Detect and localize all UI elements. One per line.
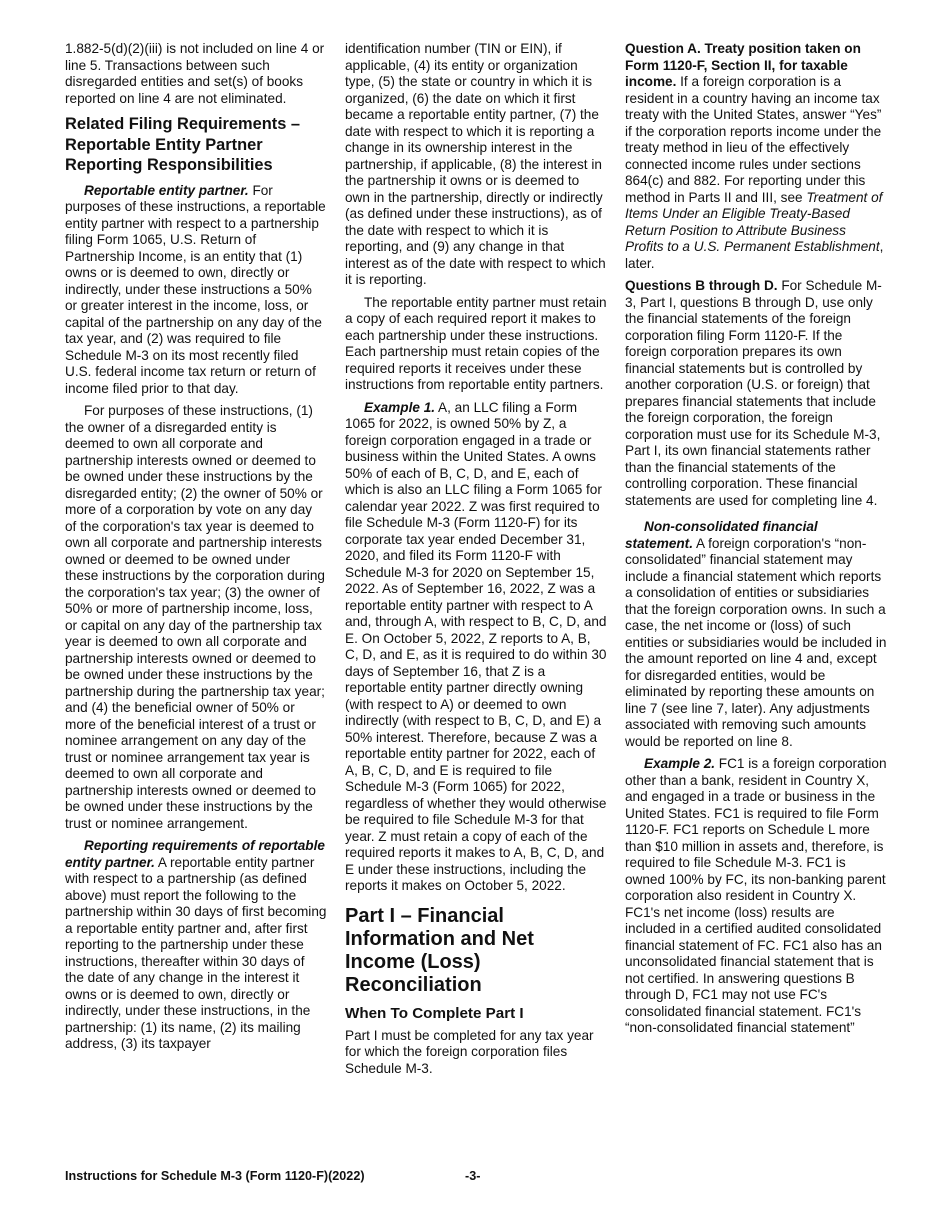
italic-reference: Treatment of Items Under an Eligible Treaty-Based Return Position to Attribute Business Profits to a U.S. Permanent Establishment (625, 189, 883, 254)
column-3 (625, 41, 887, 1043)
paragraph-when-to-complete: Part I must be completed for any tax year for which the foreign corporation files Schedule M-3. (345, 1027, 594, 1076)
run-in-heading: Questions B through D. (625, 278, 778, 293)
run-in-heading: Example 2. (644, 756, 716, 771)
paragraph-continued-list: identification number (TIN or EIN), if applicable, (4) its entity or organization type, (5) the state or country in which it is organized, (6) the date on which it first became a reportable entity partner, (7) the date with respect to which it is reporting a change in its ownership interest in the partnership, if applicable, (8) the interest in the partnership it owns or is deemed to own in the partnership, directly or indirectly (as defined under these instructions), as of the date with respect to which it is reporting, and (9) any change in that interest as of the date with respect to which it is reporting. (345, 41, 606, 287)
paragraph-body: If a foreign corporation is a resident in a country having an income tax treaty with the United States, answer “Yes” if the corporation reports income under the treaty method in lieu of the effectively connected income rules under sections 864(c) and 882. For reporting under this method in Parts II and III, see (625, 74, 882, 205)
paragraph-non-consolidated (625, 519, 887, 750)
column-1 (65, 41, 327, 1059)
paragraph-purposes: For purposes of these instructions, (1) the owner of a disregarded entity is deemed to own all corporate and partnership interests owned or deemed to be owned under these instructions by the disregarded entity; (2) the owner of 50% or more of a corporation by vote on any day of the corporation's tax year is deemed to own all corporate and partnership interests owned or deemed to be owned under these instructions by the corporation during the corporation's tax year; (3) the owner of 50% or more of partnership income, loss, or capital on any day of the partnership tax year is deemed to own all corporate and partnership interests owned or deemed to be owned under these instructions by the partnership during the partnership tax year; and (4) the beneficial owner of 50% or more of the beneficial interest of a trust or nominee arrangement on any day of the trust or nominee arrangement tax year is deemed to own all corporate and partnership interests owned or deemed to be owned under these instructions by the trust or nominee arrangement. (65, 403, 325, 831)
paragraph-line4-line5: 1.882-5(d)(2)(iii) is not included on line 4 or line 5. Transactions between such disregarded entities and set(s) of books reported on line 4 are not eliminated. (65, 41, 325, 106)
paragraph-question-a (625, 41, 887, 272)
heading-when-to-complete: When To Complete Part I (345, 1004, 524, 1022)
paragraph-body-tail: , later. (625, 239, 884, 271)
paragraph-retain-copy: The reportable entity partner must retain a copy of each required report it makes to each partnership under these instructions. Each partnership must retain copies of the required reports it receives under these instructions from reportable entity partners. (345, 294, 607, 392)
run-in-heading: Reporting requirements of reportable entity partner. (65, 838, 325, 870)
paragraph-questions-b-d (625, 278, 887, 509)
paragraph-body: A foreign corporation's “non-consolidated” financial statement may include a financial statement which reports a consolidation of entities or subsidiaries that the foreign corporation owns. In such a case, the net income or (loss) of such entities or subsidiaries would be included in the amount reported on line 4 and, except for disregarded entities, would be eliminated by reporting these amounts on line 7 (see line 7, later). Any adjustments associated with removing such amounts would be reported on line 8. (625, 535, 887, 749)
paragraph-example-2 (625, 756, 887, 1037)
paragraph-body: FC1 is a foreign corporation other than a bank, resident in Country X, and engaged in a trade or business in the United States. FC1 is required to file Form 1120-F. FC1 reports on Schedule L more than $10 million in assets and, therefore, is required to file Schedule M-3. FC1 is owned 100% by FC, its non-banking parent corporation also resident in Country X. FC1's net income (loss) results are included in a certified audited consolidated financial statement of FC. FC1 also has an unconsolidated financial statement that is not certified. In answering questions B through D, FC1 may not use FC's consolidated financial statement. FC1's “non-consolidated financial statement” (625, 756, 887, 1035)
run-in-heading: Reportable entity partner. (84, 182, 249, 198)
paragraph-reportable-entity-partner (65, 183, 327, 398)
run-in-heading: Non-consolidated financial statement. (625, 519, 818, 551)
run-in-heading: Example 1. (364, 399, 436, 415)
paragraph-body: A reportable entity partner with respect to a partnership (as defined above) must report the following to the partnership within 30 days of first becoming a reportable entity partner and, after first reporting to the partnership under these instructions, thereafter within 30 days of the date of any change in the interest it owns or is deemed to own, directly or indirectly, under these instructions, in the partnership: (1) its name, (2) its mailing address, (3) its taxpayer (65, 854, 327, 1051)
run-in-heading: Question A. Treaty position taken on Form 1120-F, Section II, for taxable income. (625, 41, 861, 89)
page-number: -3- (465, 1169, 481, 1183)
heading-related-filing-requirements: Related Filing Requirements – Reportable Entity Partner Reporting Responsibilities (65, 115, 300, 174)
paragraph-reporting-requirements (65, 838, 327, 1053)
column-2 (345, 41, 607, 1083)
paragraph-example-1 (345, 400, 607, 895)
heading-part-1: Part I – Financial Information and Net Income (Loss) Reconciliation (345, 904, 534, 996)
paragraph-body: A, an LLC filing a Form 1065 for 2022, is owned 50% by Z, a foreign corporation engaged in a trade or business within the United States. A owns 50% of each of B, C, D, and E, each of which is also an LLC filing a Form 1065 for calendar year 2022. Z was first required to file Schedule M-3 (Form 1120-F) for its corporate tax year ended December 31, 2020, and filed its Form 1120-F with Schedule M-3 for 2020 on September 15, 2022. As of September 16, 2022, Z was a reportable entity partner with respect to A and, through A, with respect to B, C, D, and E. On October 5, 2022, Z reports to A, B, C, D, and E, as it is required to do within 30 days of September 16, that Z is a reportable entity partner directly owning (with respect to A) or deemed to own indirectly (with respect to B, C, D, and E) a 50% interest. Therefore, because Z was a reportable entity partner for 2022, each of A, B, C, D, and E is required to file Schedule M-3 (Form 1065) for 2022, regardless of whether they would otherwise be required to file Schedule M-3 for that year. Z must retain a copy of each of the required reports it makes to A, B, C, D, and E under these instructions, including the reports it makes on October 5, 2022. (345, 399, 607, 893)
footer-title: Instructions for Schedule M-3 (Form 1120-F)(2022) (65, 1169, 365, 1183)
paragraph-body: For Schedule M-3, Part I, questions B through D, use only the financial statements of the foreign corporation filing Form 1120-F. If the foreign corporation prepares its own financial statements but is controlled by another corporation (U.S. or foreign) that prepares financial statements that include the foreign corporation, the foreign corporation must use for its Schedule M-3, Part I, its own financial statements rather than the financial statements of the controlling corporation. These financial statements are used for completing line 4. (625, 278, 882, 508)
paragraph-body: For purposes of these instructions, a reportable entity partner with respect to a partnership filing Form 1065, U.S. Return of Partnership Income, is an entity that (1) owns or is deemed to own, directly or indirectly, under these instructions a 50% or greater interest in the income, loss, or capital of the partnership on any day of the tax year, and (2) was required to file Schedule M-3 on its most recently filed U.S. federal income tax return or return of income filed prior to that day. (65, 182, 326, 396)
